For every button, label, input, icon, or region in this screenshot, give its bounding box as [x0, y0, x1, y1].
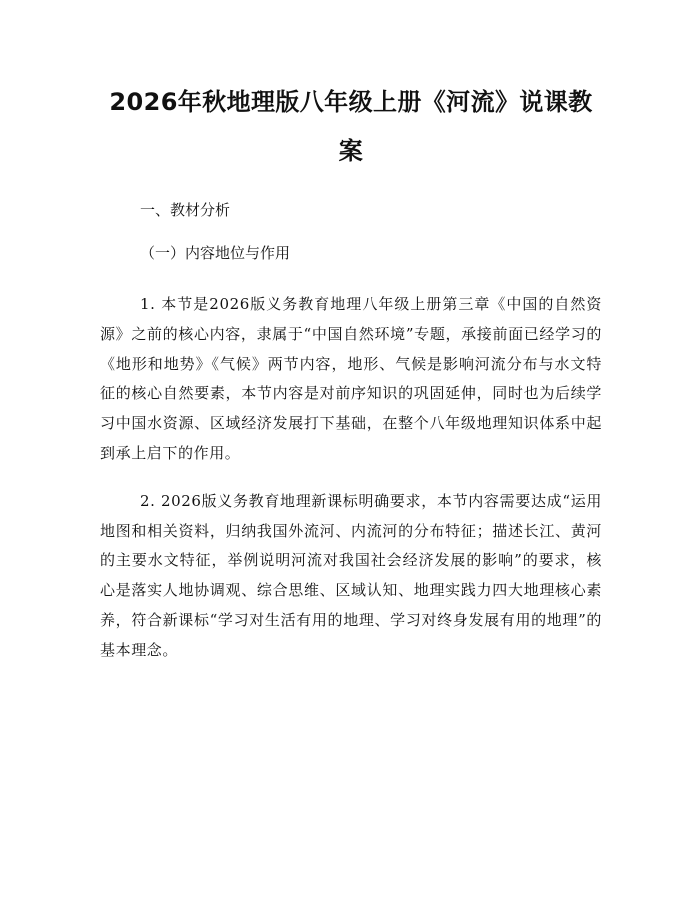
section-heading: 一、教材分析	[140, 201, 231, 219]
paragraph-2: 2. 2026版义务教育地理新课标明确要求，本节内容需要达成“运用地图和相关资料，归纳我国外流河、内流河的分布特征；描述长江、黄河的主要水文特征，举例说明河流对我国社会经济发展的影响”的要求，核心是落实人地协调观、综合思维、区域认知、地理实践力四大地理核心素养，符合新课标“学习对生活有用的地理、学习对终身发展有用的地理”的基本理念。	[100, 491, 602, 659]
paragraph-1: 1. 本节是2026版义务教育地理八年级上册第三章《中国的自然资源》之前的核心内容，隶属于“中国自然环境”专题，承接前面已经学习的《地形和地势》《气候》两节内容，地形、气候是影响河流分布与水文特征的核心自然要素，本节内容是对前序知识的巩固延伸，同时也为后续学习中国水资源、区域经济发展打下基础，在整个八年级地理知识体系中起到承上启下的作用。	[100, 295, 602, 462]
subsection-heading: （一）内容地位与作用	[140, 244, 291, 262]
document-title: 2026年秋地理版八年级上册《河流》说课教案	[109, 88, 593, 165]
